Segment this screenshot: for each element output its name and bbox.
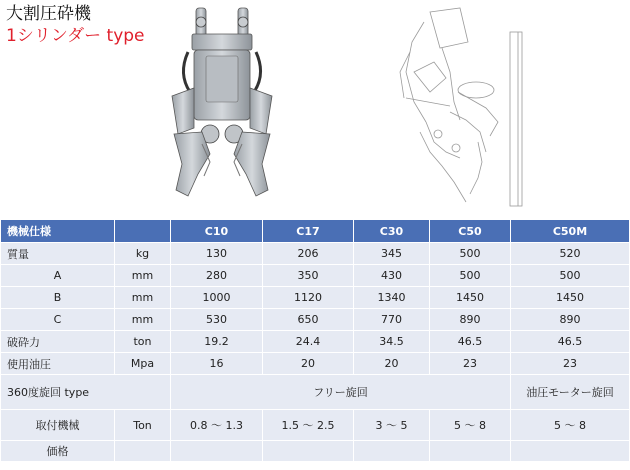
header-model: C50M	[511, 220, 629, 242]
header-model: C50	[430, 220, 510, 242]
table-cell: 520	[511, 243, 629, 264]
table-cell: 16	[171, 353, 262, 374]
table-cell: 130	[171, 243, 262, 264]
table-cell: 350	[263, 265, 353, 286]
table-cell: 23	[430, 353, 510, 374]
table-cell: 46.5	[511, 331, 629, 352]
table-cell: 0.8 ～ 1.3	[171, 410, 262, 440]
spec-header-row	[1, 220, 629, 242]
table-cell: 280	[171, 265, 262, 286]
table-row	[1, 287, 629, 308]
row-label: 取付機械	[1, 410, 114, 440]
header-model: C30	[354, 220, 429, 242]
table-cell: 1340	[354, 287, 429, 308]
rotation-motor: 油圧モーター旋回	[511, 375, 629, 409]
table-cell	[354, 441, 429, 461]
table-row-carrier	[1, 410, 629, 440]
header-label: 機械仕様	[1, 220, 114, 242]
rotation-free: フリー旋回	[171, 375, 510, 409]
table-cell: 500	[511, 265, 629, 286]
table-cell	[115, 441, 170, 461]
table-cell: 23	[511, 353, 629, 374]
header-model: C17	[263, 220, 353, 242]
table-cell: 530	[171, 309, 262, 330]
row-label: 360度旋回 type	[1, 375, 170, 409]
row-label: 価格	[1, 441, 114, 461]
crusher-line-drawing	[390, 2, 540, 210]
table-cell: 5 ～ 8	[430, 410, 510, 440]
table-cell	[511, 441, 629, 461]
table-cell: 770	[354, 309, 429, 330]
row-label: A	[1, 265, 114, 286]
table-cell: 890	[430, 309, 510, 330]
spec-table	[0, 219, 630, 462]
table-cell: 5 ～ 8	[511, 410, 629, 440]
row-label: B	[1, 287, 114, 308]
row-unit: ton	[115, 331, 170, 352]
table-cell: 1450	[511, 287, 629, 308]
table-cell: 20	[263, 353, 353, 374]
table-row-price	[1, 441, 629, 461]
header-model: C10	[171, 220, 262, 242]
table-row	[1, 309, 629, 330]
hydraulic-crusher-photo	[158, 4, 286, 200]
row-label: 破砕力	[1, 331, 114, 352]
table-cell: 1450	[430, 287, 510, 308]
table-cell: 3 ～ 5	[354, 410, 429, 440]
table-cell: 430	[354, 265, 429, 286]
row-unit: mm	[115, 287, 170, 308]
table-cell: 1.5 ～ 2.5	[263, 410, 353, 440]
table-cell: 650	[263, 309, 353, 330]
table-cell: 1120	[263, 287, 353, 308]
row-unit: kg	[115, 243, 170, 264]
row-unit: mm	[115, 309, 170, 330]
table-cell	[263, 441, 353, 461]
table-row	[1, 331, 629, 352]
table-cell: 500	[430, 265, 510, 286]
row-unit: Mpa	[115, 353, 170, 374]
table-cell: 890	[511, 309, 629, 330]
table-cell: 24.4	[263, 331, 353, 352]
table-cell: 345	[354, 243, 429, 264]
table-cell: 20	[354, 353, 429, 374]
page-subtitle: 1シリンダー type	[6, 26, 145, 46]
row-label: 使用油圧	[1, 353, 114, 374]
table-row	[1, 265, 629, 286]
row-label: C	[1, 309, 114, 330]
table-row-rotation	[1, 375, 629, 409]
table-cell	[430, 441, 510, 461]
table-cell: 1000	[171, 287, 262, 308]
page-title: 大割圧砕機	[6, 4, 91, 24]
table-row	[1, 243, 629, 264]
row-label: 質量	[1, 243, 114, 264]
table-cell: 19.2	[171, 331, 262, 352]
table-cell: 500	[430, 243, 510, 264]
table-cell: 206	[263, 243, 353, 264]
table-cell	[171, 441, 262, 461]
table-cell: 34.5	[354, 331, 429, 352]
row-unit: mm	[115, 265, 170, 286]
table-cell: 46.5	[430, 331, 510, 352]
table-row	[1, 353, 629, 374]
header-unit	[115, 220, 170, 242]
row-unit: Ton	[115, 410, 170, 440]
